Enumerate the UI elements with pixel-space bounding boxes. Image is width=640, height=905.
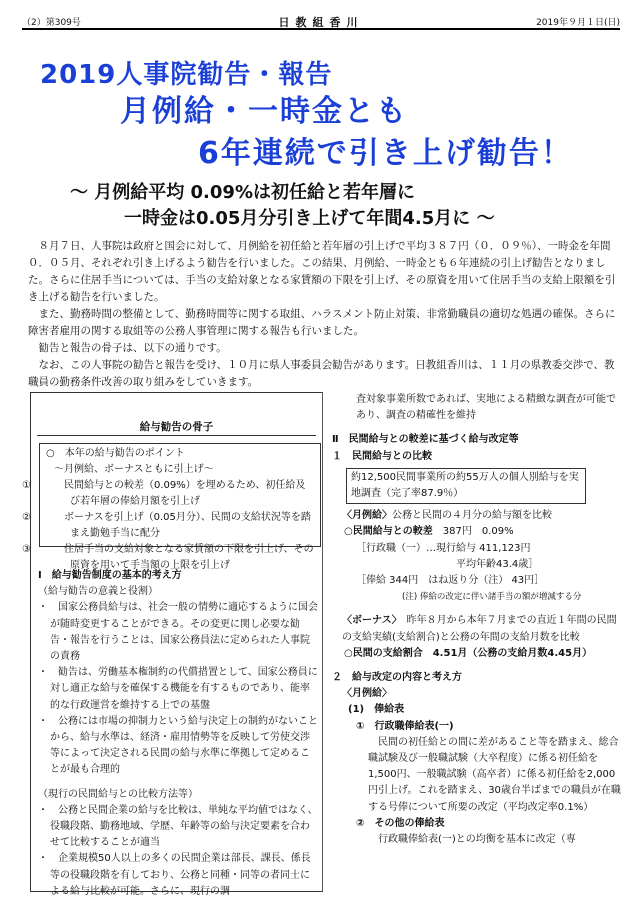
bullet-paragraph: ・ 公務には市場の抑制力という給与決定上の制約がないことから、給与水準は、経済・雇用情勢等を反映して労使交渉等によって決定される民間の給与水準に準拠して定めることが最も合理的	[38, 715, 318, 776]
table-heading: (1) 俸給表	[348, 704, 405, 716]
point-item: ① 民間給与との較差（0.09%）を埋めるため、初任給及び若年層の俸給月額を引上げ	[22, 480, 306, 507]
table-subheading: ① 行政職俸給表(一)	[356, 720, 454, 732]
subheadline-line1: ～ 月例給平均 0.09%は初任給と若年層に	[70, 182, 415, 203]
section-subheading: ２ 給与改定の内容と考え方	[332, 672, 462, 684]
intro-paragraph: また、勤務時間の整備として、勤務時間等に関する取組、ハラスメント防止対策、非常勤職員の適切な処遇の確保。さらに障害者雇用の関する取組等の公務人事管理に関する報告も行いました。	[28, 308, 616, 337]
bullet-paragraph: ・ 勧告は、労働基本権制約の代償措置として、国家公務員に対し適正な給与を確保する機能を有するものであり、能率的な行政運営を維持する上での基盤	[38, 667, 318, 711]
section-subheading: （現行の民間給与との比較方法等）	[38, 788, 198, 800]
points-title: ○ 本年の給与勧告のポイント	[46, 448, 185, 459]
survey-box: 約12,500民間事業所の約55万人の個人別給与を実地調査（完了率87.9％）	[346, 468, 586, 504]
monthly-label-2: 〈月例給〉	[342, 688, 392, 700]
newsletter-title: 日教組香川	[278, 16, 364, 29]
left-column-text	[38, 568, 318, 900]
diff-label: ○民間給与との較差	[344, 526, 433, 538]
point-item: ③ 住居手当の支給対象となる家賃額の下限を引上げ、その原資を用いて手当額の上限を引上げ	[22, 544, 314, 571]
section-subheading: （給与勧告の意義と役割）	[38, 586, 158, 598]
continued-text: 査対象事業所数であれば、実地による精緻な調査が可能であり、調査の精確性を維持	[356, 394, 616, 422]
headline-line3: 6年連続で引き上げ勧告！	[198, 136, 573, 171]
section-heading: Ⅱ 民間給与との較差に基づく給与改定等	[332, 434, 519, 446]
points-subtitle: ～月例給、ボーナスともに引上げ～	[54, 464, 214, 475]
bonus-ratio: ○民間の支給割合 4.51月（公務の支給月数4.45月）	[344, 647, 593, 659]
monthly-text: 公務と民間の４月分の給与額を比較	[392, 510, 552, 522]
section-heading: Ⅰ 給与勧告制度の基本的考え方	[38, 570, 182, 581]
bullet-paragraph: ・ 企業規模50人以上の多くの民間企業は部長、課長、係長等の役職段階を有しており、公務と同種・同等の者同士による給与比較が可能。さらに、現行の調	[38, 853, 311, 897]
right-column-text	[332, 392, 622, 848]
point-item: ② ボーナスを引上げ（0.05月分）、民間の支給状況等を踏まえ勤勉手当に配分	[22, 512, 311, 539]
bullet-paragraph: ・ 国家公務員給与は、社会一般の情勢に適応するように国会が随時変更することができる。その変更に関し必要な勧告・報告を行うことは、国家公務員法に定められた人事院の責務	[38, 602, 318, 663]
issue-date: 2019年９月１日(日)	[536, 18, 620, 28]
section-subheading: １ 民間給与との比較	[332, 450, 432, 462]
diff-value: 387円 0.09%	[442, 526, 514, 538]
monthly-label: 〈月例給〉	[342, 510, 392, 522]
gov-pay: ［行政職（一）…現行給与 411,123円	[356, 542, 531, 554]
intro-paragraph: 勧告と報告の骨子は、以下の通りです。	[38, 342, 227, 354]
table2-text: 行政職俸給表(一)との均衡を基本に改定（専	[378, 834, 576, 846]
intro-paragraph: なお、この人事院の勧告と報告を受け、１０月に県人事委員会勧告があります。日教組香川は、１１月の県教委交渉で、教職員の勤務条件改善の取り組みをしていきます。	[28, 359, 615, 388]
divider	[37, 435, 316, 436]
bullet-paragraph: ・ 公務と民間企業の給与を比較は、単純な平均値ではなく、役職段階、勤務地域、学歴、年齢等の給与決定要素を合わせて比較することが適当	[38, 804, 318, 849]
bonus-text: 昨年８月から本年７月までの直近１年間の民間の支給実績(支給割合)と公務の年間の支給月数を比較	[342, 615, 617, 643]
intro-text	[28, 238, 618, 391]
summary-box-title: 給与勧告の骨子	[139, 421, 214, 433]
page-header	[22, 14, 620, 30]
note: (注) 俸給の改定に伴い諸手当の額が増減する分	[402, 592, 582, 603]
headline-line1: 2019人事院勧告・報告	[40, 60, 333, 90]
headline-line2: 月例給・一時金とも	[120, 94, 408, 129]
bonus-label: 〈ボーナス〉	[342, 615, 397, 627]
breakdown: ［俸給 344円 はね返り分（注） 43円］	[356, 575, 545, 587]
issue-number: （2）第309号	[22, 18, 81, 28]
table-subheading: ② その他の俸給表	[356, 817, 445, 829]
table1-text: 民間の初任給との間に差があること等を踏まえ、総合職試験及び一般職試験（大卒程度）に係る初任給を1,500円、一般職試験（高卒者）に係る初任給を2,000円引上げ。これを踏まえ、30歳台半ばまでの職員が在職する号俸について所要の改定（平均改定率0.1%）	[368, 736, 621, 813]
intro-paragraph: ８月７日、人事院は政府と国会に対して、月例給を初任給と若年層の引上げで平均３８７円（０．０９％）、一時金を年間０．０５月、それぞれ引き上げるよう勧告を行いました。この結果、月例給、一時金とも６年連続の引上げ勧告となりました。さらに住居手当については、手当の支給対象となる家賃額の下限を引上げ、その原資を用いて住居手当の支給上限額を引き上げる勧告を行いました。	[28, 240, 616, 303]
subheadline-line2: 一時金は0.05月分引き上げて年間4.5月に ～	[124, 208, 495, 229]
avg-age: 平均年齢43.4歳］	[456, 558, 539, 570]
column-divider	[322, 392, 323, 892]
points-box	[22, 443, 321, 571]
